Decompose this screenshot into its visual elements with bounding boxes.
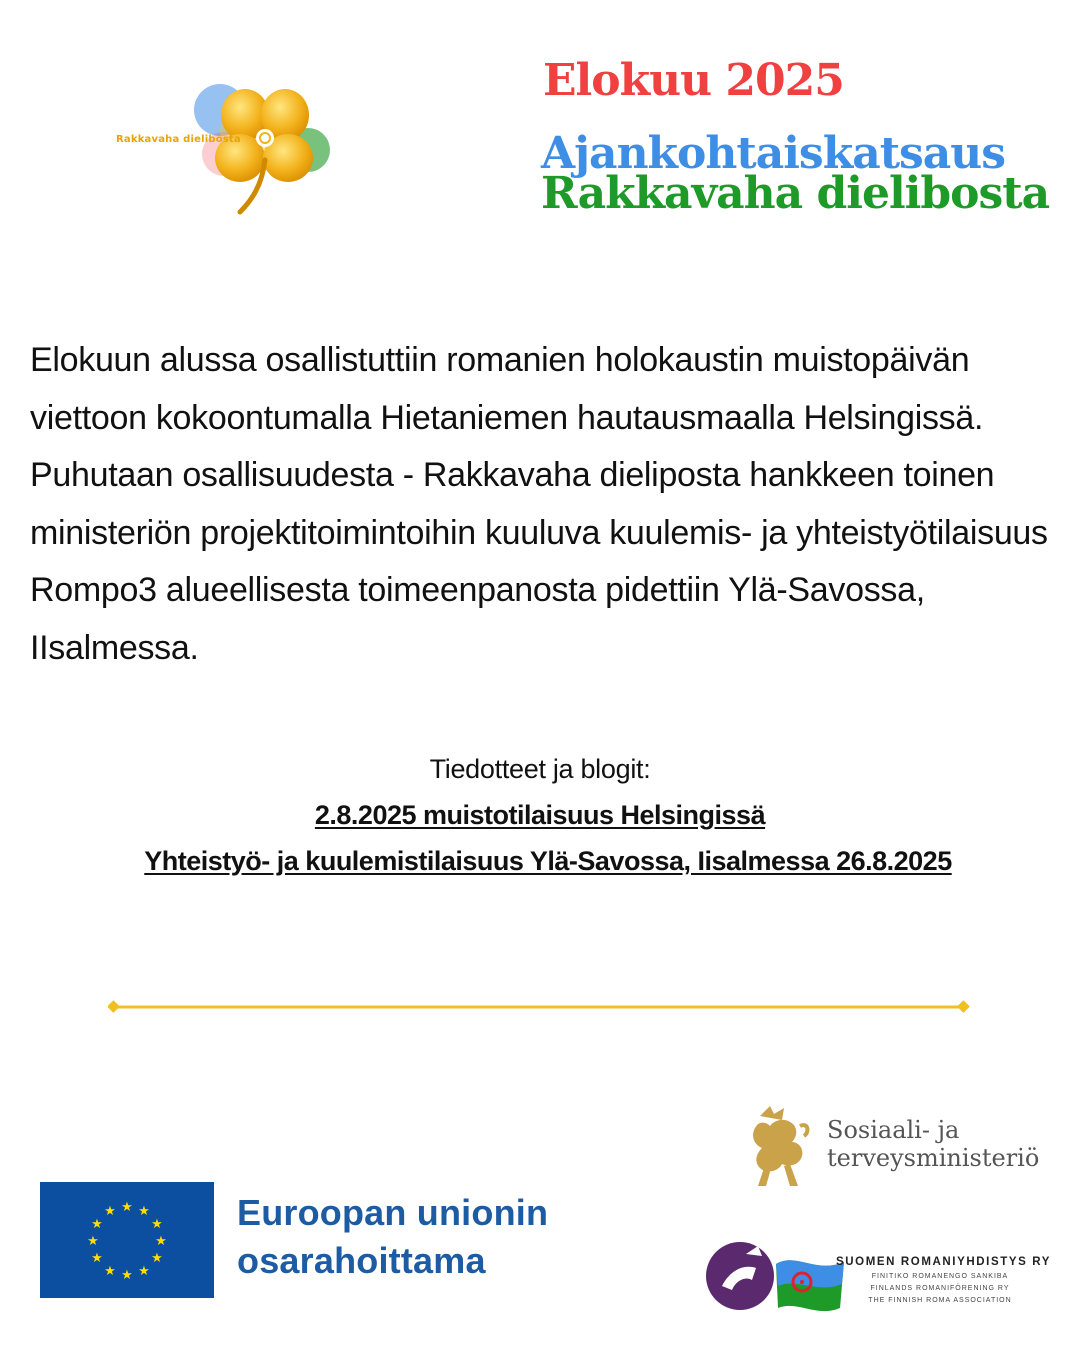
roma-association-subtitle-3: THE FINNISH ROMA ASSOCIATION <box>868 1297 1012 1304</box>
links-heading: Tiedotteet ja blogit: <box>429 754 651 784</box>
roma-association-subtitle-1: FINITIKO ROMANENGO SANKIBA <box>871 1273 1009 1280</box>
page-title: Ajankohtaiskatsaus <box>541 128 1006 179</box>
link-consultation-iisalmi[interactable]: Yhteistyö- ja kuulemistilaisuus Ylä-Savossa, Iisalmessa 26.8.2025 <box>144 846 952 876</box>
body-paragraph: Elokuun alussa osallistuttiin romanien holokaustin muistopäivän viettoon kokoontumalla Hietaniemen hautausmaalla Helsingissä. Puhutaan osallisuudesta - Rakkavaha dieliposta hankkeen toinen ministeriön projektitoimintoihin kuuluva kuulemis- ja yhteistyötilaisuus Rompo3 alueellisesta toimeenpanosta pidettiin Ylä-Savossa, IIsalmessa. <box>30 341 1048 667</box>
svg-text:★: ★ <box>121 1268 133 1283</box>
link-memorial-helsinki[interactable]: 2.8.2025 muistotilaisuus Helsingissä <box>314 800 766 830</box>
svg-text:★: ★ <box>138 1264 150 1279</box>
eu-funding-line1: Euroopan unionin <box>237 1192 549 1233</box>
roma-association-logo-icon <box>706 1234 846 1318</box>
month-heading: Elokuu 2025 <box>543 55 844 106</box>
eu-flag-icon <box>40 1182 214 1298</box>
roma-association-name: SUOMEN ROMANIYHDISTYS RY <box>836 1256 1051 1268</box>
eu-funding-line2: osarahoittama <box>237 1240 486 1281</box>
svg-text:★: ★ <box>87 1234 99 1249</box>
project-subtitle: Rakkavaha dielibosta <box>541 168 1050 219</box>
svg-text:★: ★ <box>104 1264 116 1279</box>
ministry-name-line2: terveysministeriö <box>827 1144 1040 1172</box>
svg-text:★: ★ <box>91 1251 103 1266</box>
lion-crest-icon <box>740 1102 812 1190</box>
svg-text:★: ★ <box>155 1234 167 1249</box>
svg-text:★: ★ <box>138 1204 150 1219</box>
ministry-name-line1: Sosiaali- ja <box>827 1116 960 1144</box>
svg-text:★: ★ <box>104 1204 116 1219</box>
svg-text:★: ★ <box>121 1200 133 1215</box>
svg-text:★: ★ <box>151 1251 163 1266</box>
svg-text:★: ★ <box>91 1217 103 1232</box>
roma-association-subtitle-2: FINLANDS ROMANIFÖRENING RY <box>870 1285 1010 1292</box>
svg-text:★: ★ <box>151 1217 163 1232</box>
logo-text: Rakkavaha dielibosta <box>116 134 241 145</box>
clover-logo-icon <box>190 80 340 220</box>
divider <box>108 999 972 1015</box>
